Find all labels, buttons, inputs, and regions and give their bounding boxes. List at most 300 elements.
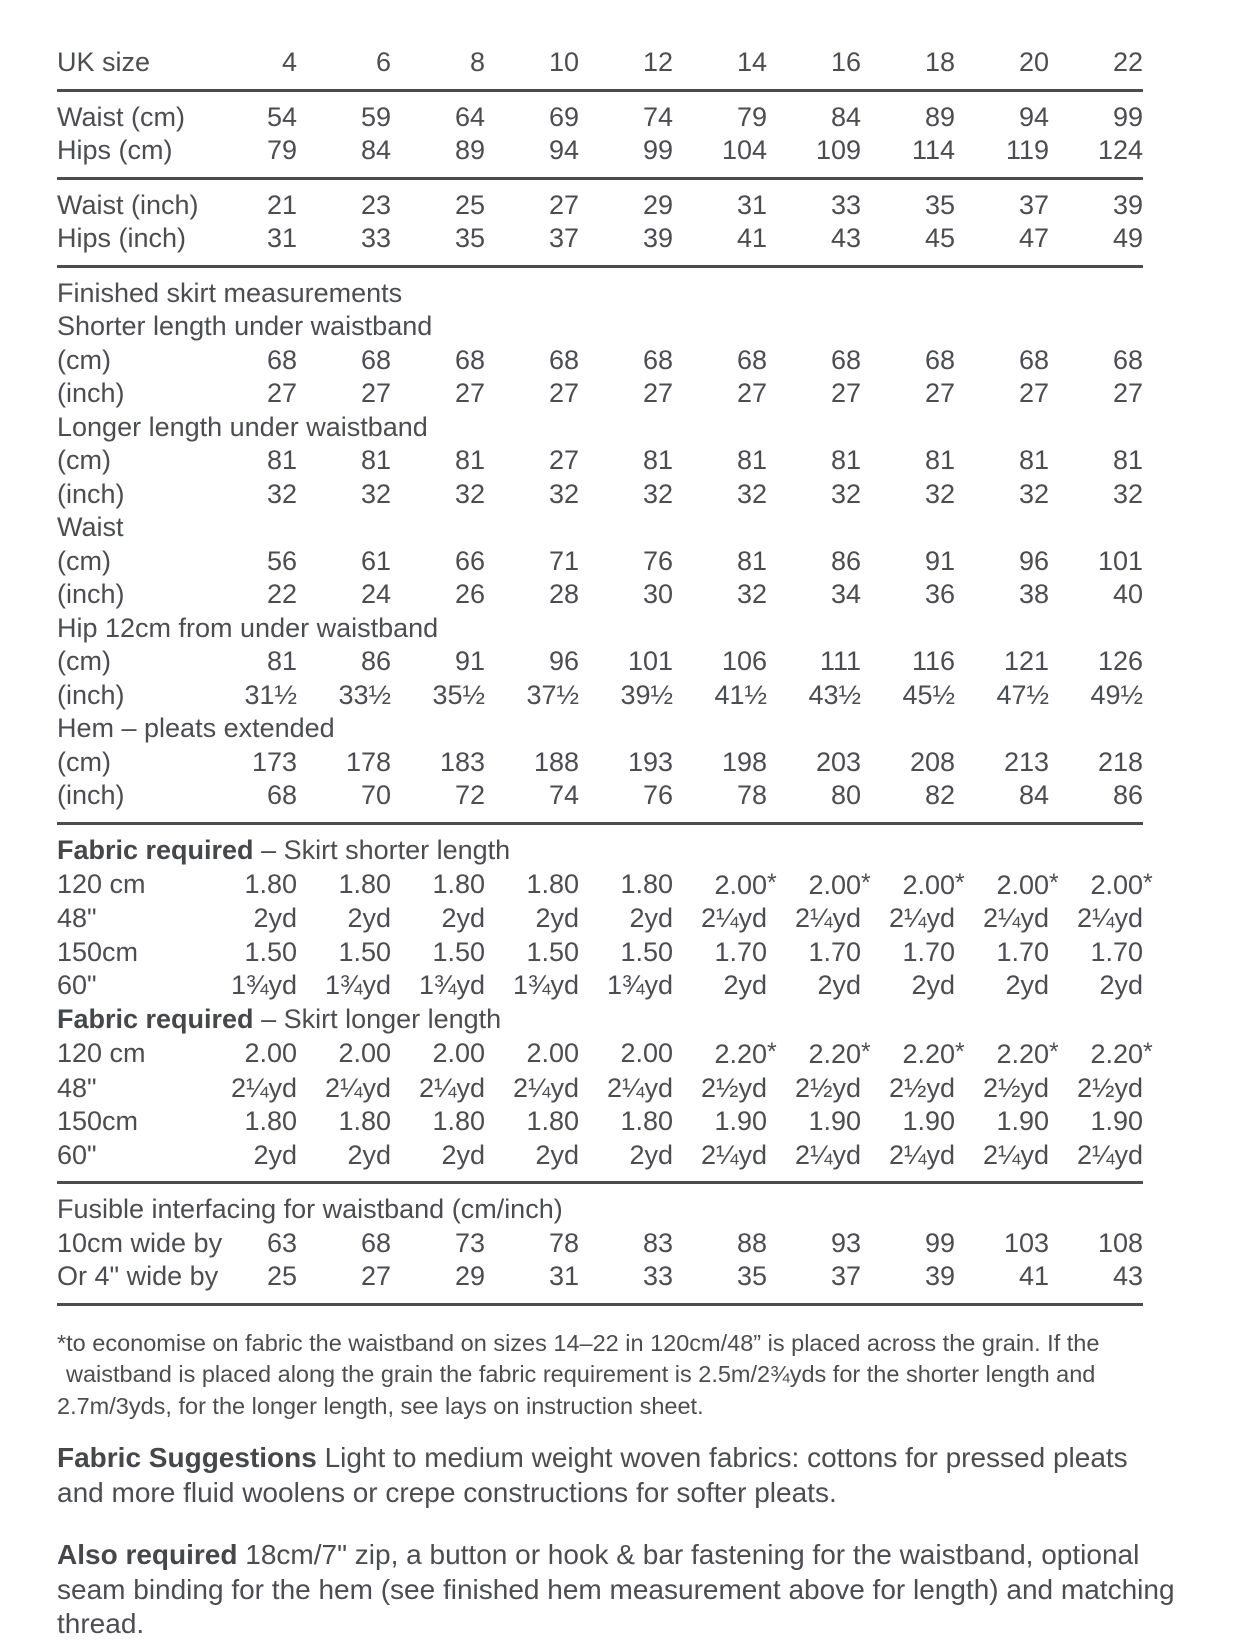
table-row: [57, 1072, 1143, 1106]
row-label: Waist (cm): [57, 101, 185, 132]
cell-value: 81: [642, 445, 673, 475]
cell-value: 183: [439, 746, 485, 777]
cell-value: 2.00: [620, 1038, 673, 1069]
cell-value: 1.90: [808, 1106, 861, 1137]
table-row: [57, 936, 1143, 970]
cell-value: 111: [819, 646, 861, 676]
divider-rule: [57, 1172, 1143, 1193]
cell-value: 1.70: [808, 936, 861, 967]
cell-value: 119: [1005, 135, 1049, 165]
cell-value: 68: [266, 780, 297, 810]
cell-value: 32: [1112, 478, 1143, 509]
cell-value: 1.80: [620, 868, 673, 899]
cell-value: 2¼yd: [700, 903, 767, 934]
table-row: [57, 645, 1143, 679]
cell-value: 56: [266, 545, 297, 576]
cell-value: 45: [924, 223, 955, 253]
cell-value: 88: [736, 1227, 767, 1258]
row-label: UK size: [57, 47, 151, 77]
footnote-line: 2.7m/3yds, for the longer length, see lays on instruction sheet.: [57, 1392, 704, 1419]
cell-value: 2.20*: [714, 1039, 777, 1070]
cell-value: 2.00: [338, 1038, 391, 1069]
cell-value: 188: [533, 746, 579, 777]
row-label: Waist (inch): [57, 189, 199, 220]
size-table-body: [57, 46, 1153, 1315]
cell-value: 2¼yd: [888, 903, 955, 934]
cell-value: 76: [642, 780, 673, 810]
row-label: 150cm: [57, 1106, 139, 1137]
row-label: Hips (cm): [57, 135, 173, 165]
cell-value: 68: [266, 344, 297, 375]
cell-value: 68: [360, 1227, 391, 1258]
cell-value: 37: [830, 1261, 861, 1292]
cell-value: 1.80: [620, 1106, 673, 1137]
cell-value: 198: [721, 746, 767, 777]
cell-value: 2.20*: [1090, 1039, 1153, 1070]
cell-value: 12: [642, 47, 673, 77]
cell-value: 25: [454, 189, 485, 220]
cell-value: 178: [345, 746, 391, 777]
cell-value: 99: [1112, 101, 1143, 132]
cell-value: 93: [830, 1227, 861, 1258]
cell-value: 25: [266, 1261, 297, 1292]
row-label: (cm): [57, 646, 111, 676]
cell-value: 32: [266, 478, 297, 509]
cell-value: 70: [360, 780, 391, 810]
cell-value: 8: [469, 47, 485, 77]
cell-value: 32: [736, 478, 767, 509]
cell-value: 27: [736, 378, 767, 408]
cell-value: 27: [548, 189, 579, 220]
cell-value: 27: [642, 378, 673, 408]
cell-value: 14: [736, 47, 767, 77]
cell-value: 43: [830, 223, 861, 253]
cell-value: 99: [642, 135, 673, 165]
cell-value: 2¼yd: [1076, 1139, 1143, 1170]
cell-value: 2.00: [526, 1038, 579, 1069]
row-label: (inch): [57, 478, 125, 509]
cell-value: 1¾yd: [418, 970, 485, 1001]
cell-value: 27: [1112, 378, 1143, 408]
section-heading-row: [57, 1193, 1143, 1227]
section-heading-row: [57, 411, 1143, 445]
cell-value: 33½: [338, 679, 391, 710]
cell-value: 1.90: [1090, 1106, 1143, 1137]
row-label: (inch): [57, 679, 125, 710]
table-row: [57, 478, 1143, 512]
cell-value: 81: [830, 445, 861, 475]
cell-value: 22: [266, 579, 297, 609]
row-label: 10cm wide by: [57, 1227, 223, 1258]
cell-value: 1.80: [338, 868, 391, 899]
cell-value: 68: [548, 344, 579, 375]
table-row: [57, 1227, 1143, 1261]
cell-value: 94: [1018, 101, 1049, 132]
cell-value: 91: [924, 545, 955, 576]
cell-value: 69: [548, 101, 579, 132]
cell-value: 34: [830, 579, 861, 609]
section-heading: Finished skirt measurements: [57, 277, 403, 308]
fabric-suggestions-paragraph: [57, 1441, 1162, 1510]
cell-value: 31: [736, 189, 767, 220]
section-heading-bold: Fabric required: [57, 834, 254, 865]
cell-value: 2.20*: [996, 1039, 1059, 1070]
cell-value: 81: [924, 445, 955, 475]
cell-value: 32: [360, 478, 391, 509]
cell-value: 203: [815, 746, 861, 777]
cell-value: 1.80: [526, 868, 579, 899]
table-row: [57, 344, 1143, 378]
cell-value: 33: [830, 189, 861, 220]
footnote-line: waistband is placed along the grain the fabric requirement is 2.5m/2¾yds for the shorter length and: [66, 1361, 1096, 1388]
table-header-row: [57, 46, 1143, 80]
table-row: [57, 1105, 1143, 1139]
cell-value: 104: [721, 135, 767, 165]
cell-value: 27: [360, 1261, 391, 1292]
cell-value: 2yd: [347, 1139, 391, 1170]
cell-value: 106: [721, 646, 767, 676]
cell-value: 86: [830, 545, 861, 576]
cell-value: 2¼yd: [982, 1139, 1049, 1170]
fabric-suggestions-text: Light to medium weight woven fabrics: cottons for pressed pleats and more fluid woolens or crepe constructions for softer pleats.: [57, 1442, 1128, 1508]
section-heading: Hem – pleats extended: [57, 713, 335, 743]
cell-value: 16: [830, 47, 861, 77]
cell-value: 30: [642, 579, 673, 609]
cell-value: 68: [736, 344, 767, 375]
cell-value: 213: [1003, 746, 1049, 777]
cell-value: 23: [360, 189, 391, 220]
horizontal-rule: [57, 265, 1143, 268]
cell-value: 89: [454, 135, 485, 165]
cell-value: 76: [642, 545, 673, 576]
cell-value: 1.70: [1090, 936, 1143, 967]
table-row: [57, 222, 1143, 256]
cell-value: 2.00*: [808, 869, 871, 900]
cell-value: 74: [642, 101, 673, 132]
table-row: [57, 1036, 1143, 1071]
cell-value: 79: [736, 101, 767, 132]
cell-value: 2¼yd: [794, 903, 861, 934]
table-row: [57, 545, 1143, 579]
cell-value: 1.90: [996, 1106, 1049, 1137]
section-heading-row: [57, 1003, 1143, 1037]
divider-rule: [57, 1294, 1143, 1315]
cell-value: 32: [548, 478, 579, 509]
cell-value: 81: [736, 445, 767, 475]
cell-value: 66: [454, 545, 485, 576]
cell-value: 21: [266, 189, 297, 220]
cell-value: 32: [642, 478, 673, 509]
cell-value: 49: [1112, 223, 1143, 253]
table-row: [57, 746, 1143, 780]
row-label: 48": [57, 903, 97, 934]
row-label: (cm): [57, 545, 111, 576]
table-row: [57, 134, 1143, 168]
cell-value: 2yd: [441, 1139, 485, 1170]
cell-value: 1.70: [996, 936, 1049, 967]
divider-rule: [57, 813, 1143, 834]
cell-value: 35½: [432, 679, 485, 710]
cell-value: 27: [548, 378, 579, 408]
cell-value: 47: [1018, 223, 1049, 253]
section-heading: Shorter length under waistband: [57, 311, 433, 341]
cell-value: 116: [911, 646, 955, 676]
cell-value: 38: [1018, 579, 1049, 609]
cell-value: 79: [266, 135, 297, 165]
row-label: 48": [57, 1072, 97, 1103]
divider-rule: [57, 168, 1143, 189]
footnote-line: *to economise on fabric the waistband on sizes 14–22 in 120cm/48” is placed across the grain. If the: [57, 1329, 1100, 1356]
cell-value: 63: [266, 1227, 297, 1258]
cell-value: 1.90: [902, 1106, 955, 1137]
divider-rule: [57, 80, 1143, 101]
cell-value: 6: [375, 47, 391, 77]
section-heading-row: [57, 277, 1143, 311]
cell-value: 43½: [808, 679, 861, 710]
section-heading: Fabric required – Skirt shorter length: [57, 834, 511, 865]
cell-value: 82: [924, 780, 955, 810]
cell-value: 24: [360, 579, 391, 609]
cell-value: 2¼yd: [1076, 903, 1143, 934]
cell-value: 101: [627, 646, 673, 676]
row-label: (cm): [57, 746, 111, 777]
cell-value: 27: [454, 378, 485, 408]
cell-value: 35: [924, 189, 955, 220]
cell-value: 47½: [996, 679, 1049, 710]
cell-value: 99: [924, 1227, 955, 1258]
cell-value: 41: [1018, 1261, 1049, 1292]
cell-value: 83: [642, 1227, 673, 1258]
cell-value: 78: [736, 780, 767, 810]
cell-value: 1.50: [526, 936, 579, 967]
cell-value: 40: [1112, 579, 1143, 609]
table-row: [57, 867, 1143, 902]
economise-footnote: [57, 1328, 1182, 1423]
also-required-label: Also required: [57, 1539, 238, 1571]
cell-value: 64: [454, 101, 485, 132]
cell-value: 1.80: [244, 1106, 297, 1137]
fabric-suggestions-label: Fabric Suggestions: [57, 1442, 317, 1474]
table-row: [57, 902, 1143, 936]
horizontal-rule: [57, 177, 1143, 180]
cell-value: 2yd: [629, 1139, 673, 1170]
cell-value: 1.90: [714, 1106, 767, 1137]
cell-value: 35: [454, 223, 485, 253]
cell-value: 68: [1112, 344, 1143, 375]
cell-value: 2¼yd: [606, 1072, 673, 1103]
size-table: [57, 46, 1153, 1315]
cell-value: 94: [548, 135, 579, 165]
cell-value: 2yd: [253, 903, 297, 934]
cell-value: 28: [548, 579, 579, 609]
cell-value: 124: [1097, 135, 1143, 165]
cell-value: 54: [266, 101, 297, 132]
cell-value: 71: [548, 545, 579, 576]
cell-value: 68: [454, 344, 485, 375]
cell-value: 78: [548, 1227, 579, 1258]
cell-value: 86: [1112, 780, 1143, 810]
row-label: 60": [57, 970, 97, 1001]
cell-value: 2½yd: [888, 1072, 955, 1103]
cell-value: 27: [924, 378, 955, 408]
section-heading: Waist: [57, 512, 124, 542]
cell-value: 1¾yd: [230, 970, 297, 1001]
cell-value: 114: [911, 135, 955, 165]
also-required-paragraph: [57, 1538, 1197, 1642]
cell-value: 36: [924, 579, 955, 609]
cell-value: 173: [251, 746, 297, 777]
cell-value: 2.20*: [808, 1039, 871, 1070]
cell-value: 2¼yd: [700, 1139, 767, 1170]
cell-value: 32: [454, 478, 485, 509]
cell-value: 81: [1018, 445, 1049, 475]
cell-value: 41: [736, 223, 767, 253]
cell-value: 2½yd: [1076, 1072, 1143, 1103]
cell-value: 81: [454, 445, 485, 475]
cell-value: 2yd: [535, 903, 579, 934]
cell-value: 2.00*: [1090, 869, 1153, 900]
cell-value: 86: [360, 646, 391, 676]
cell-value: 39: [642, 223, 673, 253]
cell-value: 1.50: [432, 936, 485, 967]
cell-value: 2yd: [1099, 970, 1143, 1001]
cell-value: 2.20*: [902, 1039, 965, 1070]
cell-value: 61: [360, 545, 391, 576]
cell-value: 1.70: [714, 936, 767, 967]
section-heading: Fabric required – Skirt longer length: [57, 1003, 502, 1034]
horizontal-rule: [57, 822, 1143, 825]
cell-value: 2yd: [629, 903, 673, 934]
row-label: (cm): [57, 344, 111, 375]
cell-value: 2¼yd: [982, 903, 1049, 934]
cell-value: 31½: [244, 679, 297, 710]
row-label: (inch): [57, 780, 125, 810]
cell-value: 2¼yd: [512, 1072, 579, 1103]
cell-value: 33: [360, 223, 391, 253]
table-row: [57, 377, 1143, 411]
cell-value: 2½yd: [700, 1072, 767, 1103]
cell-value: 37½: [526, 679, 579, 710]
table-row: [57, 101, 1143, 135]
cell-value: 1.80: [244, 868, 297, 899]
cell-value: 84: [360, 135, 391, 165]
section-heading-row: [57, 712, 1143, 746]
cell-value: 27: [360, 378, 391, 408]
cell-value: 89: [924, 101, 955, 132]
horizontal-rule: [57, 1303, 1143, 1306]
cell-value: 1.80: [338, 1106, 391, 1137]
cell-value: 39½: [620, 679, 673, 710]
cell-value: 26: [454, 579, 485, 609]
cell-value: 108: [1097, 1227, 1143, 1258]
cell-value: 68: [642, 344, 673, 375]
cell-value: 2yd: [253, 1139, 297, 1170]
table-row: [57, 1139, 1143, 1173]
section-heading: Longer length under waistband: [57, 411, 428, 442]
cell-value: 80: [830, 780, 861, 810]
row-label: (cm): [57, 445, 111, 475]
cell-value: 35: [736, 1261, 767, 1292]
section-heading-bold: Fabric required: [57, 1003, 254, 1034]
cell-value: 41½: [714, 679, 767, 710]
cell-value: 2.00: [432, 1038, 485, 1069]
row-label: (inch): [57, 378, 125, 408]
cell-value: 49½: [1090, 679, 1143, 710]
cell-value: 81: [736, 545, 767, 576]
cell-value: 81: [360, 445, 391, 475]
cell-value: 68: [924, 344, 955, 375]
cell-value: 27: [266, 378, 297, 408]
cell-value: 45½: [902, 679, 955, 710]
section-heading-row: [57, 310, 1143, 344]
cell-value: 84: [1018, 780, 1049, 810]
cell-value: 103: [1003, 1227, 1049, 1258]
cell-value: 18: [924, 47, 955, 77]
cell-value: 2.00*: [902, 869, 965, 900]
cell-value: 32: [830, 478, 861, 509]
cell-value: 1.80: [432, 868, 485, 899]
table-row: [57, 578, 1143, 612]
cell-value: 27: [1018, 378, 1049, 408]
cell-value: 31: [266, 223, 297, 253]
row-label: Or 4" wide by: [57, 1261, 219, 1292]
cell-value: 32: [924, 478, 955, 509]
divider-rule: [57, 256, 1143, 277]
cell-value: 81: [1112, 445, 1143, 475]
cell-value: 68: [360, 344, 391, 375]
cell-value: 29: [642, 189, 673, 220]
cell-value: 2¼yd: [230, 1072, 297, 1103]
cell-value: 74: [548, 780, 579, 810]
cell-value: 2½yd: [794, 1072, 861, 1103]
cell-value: 1.50: [244, 936, 297, 967]
cell-value: 2yd: [911, 970, 955, 1001]
table-row: [57, 444, 1143, 478]
cell-value: 27: [830, 378, 861, 408]
cell-value: 1.80: [526, 1106, 579, 1137]
cell-value: 2yd: [441, 903, 485, 934]
cell-value: 218: [1097, 746, 1143, 777]
cell-value: 72: [454, 780, 485, 810]
cell-value: 37: [1018, 189, 1049, 220]
cell-value: 1.50: [620, 936, 673, 967]
table-row: [57, 1260, 1143, 1294]
cell-value: 1¾yd: [606, 970, 673, 1001]
cell-value: 193: [627, 746, 673, 777]
cell-value: 1.70: [902, 936, 955, 967]
cell-value: 121: [1003, 646, 1049, 676]
cell-value: 27: [548, 445, 579, 475]
cell-value: 59: [360, 101, 391, 132]
cell-value: 2.00*: [714, 869, 777, 900]
also-required-text: 18cm/7" zip, a button or hook & bar fastening for the waistband, optional seam binding for the hem (see finished hem measurement above for length) and matching thread.: [57, 1539, 1175, 1640]
cell-value: 33: [642, 1261, 673, 1292]
cell-value: 37: [548, 223, 579, 253]
cell-value: 32: [736, 579, 767, 609]
cell-value: 2yd: [347, 903, 391, 934]
section-heading-row: [57, 612, 1143, 646]
cell-value: 1.80: [432, 1106, 485, 1137]
cell-value: 2yd: [817, 970, 861, 1001]
section-heading: Hip 12cm from under waistband: [57, 612, 439, 643]
cell-value: 1.50: [338, 936, 391, 967]
section-heading: Fusible interfacing for waistband (cm/inch): [57, 1194, 563, 1225]
row-label: 60": [57, 1139, 97, 1170]
cell-value: 96: [548, 646, 579, 676]
cell-value: 2¼yd: [324, 1072, 391, 1103]
cell-value: 68: [1018, 344, 1049, 375]
cell-value: 10: [548, 47, 579, 77]
